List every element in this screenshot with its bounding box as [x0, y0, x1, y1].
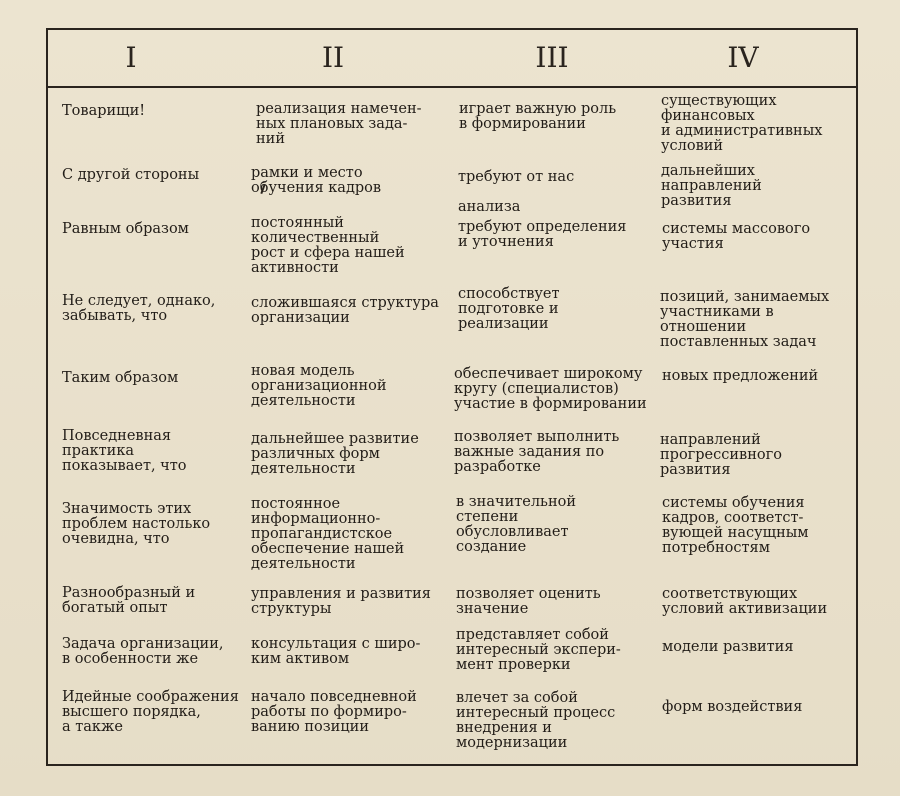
- row-5-col-4: новых предложений: [662, 368, 819, 384]
- row-3-col-4: системы массового участия: [662, 221, 811, 252]
- column-header-2: II: [321, 41, 345, 74]
- phrase-table: [46, 28, 858, 766]
- row-9-col-1: Задача организации, в особенности же: [62, 636, 224, 667]
- row-1-col-2: реализация намечен- ных плановых зада- ний: [256, 101, 422, 147]
- row-2-col-3: требуют от нас анализа: [458, 169, 575, 215]
- row-3-col-3: требуют определения и уточнения: [458, 219, 627, 250]
- row-1-col-1: Товарищи!: [62, 103, 146, 119]
- row-8-col-3: позволяет оценить значение: [456, 586, 601, 617]
- row-4-col-4: позиций, занимаемых участниками в отношении поставленных задач: [660, 289, 830, 350]
- row-10-col-2: начало повседневной работы по формиро- ванию позиции: [251, 689, 417, 735]
- row-9-col-4: модели развития: [662, 639, 794, 655]
- row-3-col-1: Равным образом: [62, 221, 189, 237]
- row-8-col-1: Разнообразный и богатый опыт: [62, 585, 196, 616]
- row-1-col-3: играет важную роль в формировании: [459, 101, 617, 132]
- column-header-4: IV: [727, 41, 759, 74]
- row-10-col-1: Идейные соображения высшего порядка, а также: [62, 689, 239, 735]
- row-5-col-2: новая модель организационной деятельности: [251, 363, 387, 409]
- row-6-col-1: Повседневная практика показывает, что: [62, 428, 187, 474]
- row-6-col-3: позволяет выполнить важные задания по разработке: [454, 429, 620, 475]
- row-7-col-4: системы обучения кадров, соответст- вующей насущным потребностям: [662, 495, 809, 556]
- row-2-col-2: рамки и место обучения кадров: [251, 165, 382, 196]
- row-6-col-2: дальнейшее развитие различных форм деятельности: [251, 431, 419, 477]
- row-8-col-4: соответствующих условий активизации: [662, 586, 828, 617]
- row-1-col-4: существующих финансовых и административных условий: [661, 93, 823, 154]
- row-5-col-1: Таким образом: [62, 370, 179, 386]
- row-5-col-3: обеспечивает широкому кругу (специалистов) участие в формировании: [454, 366, 647, 412]
- row-4-col-1: Не следует, однако, забывать, что: [62, 293, 216, 324]
- row-4-col-3: способствует подготовке и реализации: [458, 286, 560, 332]
- row-4-col-2: сложившаяся структура организации: [251, 295, 439, 326]
- row-3-col-2: постоянный количественный рост и сфера нашей активности: [251, 215, 405, 276]
- row-8-col-2: управления и развития структуры: [251, 586, 431, 617]
- row-2-col-4: дальнейших направлений развития: [661, 163, 762, 209]
- row-7-col-1: Значимость этих проблем настолько очевидна, что: [62, 501, 211, 547]
- table-header: [48, 30, 856, 88]
- column-header-1: I: [125, 41, 137, 74]
- row-10-col-4: форм воздействия: [662, 699, 803, 715]
- row-2-col-1: С другой стороны: [62, 167, 200, 183]
- row-9-col-2: консультация с широ- ким активом: [251, 636, 421, 667]
- row-7-col-3: в значительной степени обусловливает создание: [456, 494, 577, 555]
- row-6-col-4: направлений прогрессивного развития: [660, 432, 782, 478]
- column-header-3: III: [535, 41, 569, 74]
- row-7-col-2: постоянное информационно- пропагандистское обеспечение нашей деятельности: [251, 496, 405, 572]
- row-9-col-3: представляет собой интересный экспери- мент проверки: [456, 627, 621, 673]
- row-10-col-3: влечет за собой интересный процесс внедрения и модернизации: [456, 690, 616, 751]
